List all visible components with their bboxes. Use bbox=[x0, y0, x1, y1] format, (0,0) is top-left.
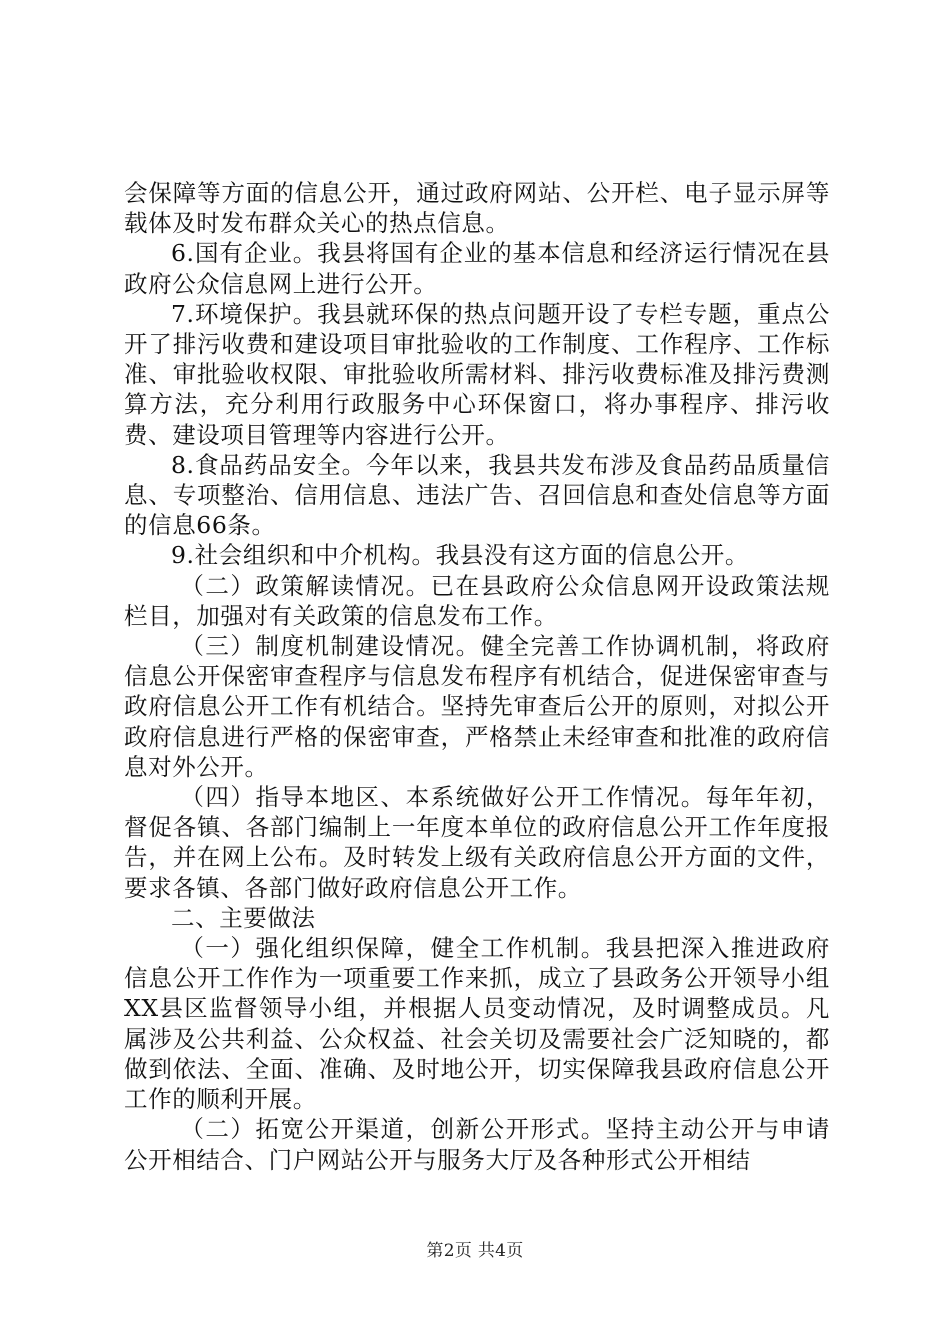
page-number-label: 第2页 共4页 bbox=[426, 1241, 524, 1261]
paragraph-item-8: 8.食品药品安全。今年以来，我县共发布涉及食品药品质量信息、专项整治、信用信息、违法广告、召回信息和查处信息等方面的信息66条。 bbox=[124, 450, 830, 540]
paragraph-item-6: 6.国有企业。我县将国有企业的基本信息和经济运行情况在县政府公众信息网上进行公开。 bbox=[124, 239, 830, 298]
paragraph-item-7: 7.环境保护。我县就环保的热点问题开设了专栏专题，重点公开了排污收费和建设项目审批验收的工作制度、工作程序、工作标准、审批验收权限、审批验收所需材料、排污收费标准及排污费测算方法，充分利用行政服务中心环保窗口，将办事程序、排污收费、建设项目管理等内容进行公开。 bbox=[124, 299, 830, 449]
document-body bbox=[124, 178, 830, 1175]
heading-main-practices: 二、主要做法 bbox=[171, 903, 316, 932]
page-footer bbox=[0, 1240, 950, 1262]
paragraph-section-3: （三）制度机制建设情况。健全完善工作协调机制，将政府信息公开保密审查程序与信息发布程序有机结合，促进保密审查与政府信息公开工作有机结合。坚持先审查后公开的原则，对拟公开政府信息进行严格的保密审查，严格禁止未经审查和批准的政府信息对外公开。 bbox=[124, 632, 830, 781]
paragraph-practice-1: （一）强化组织保障，健全工作机制。我县把深入推进政府信息公开工作作为一项重要工作来抓，成立了县政务公开领导小组XX县区监督领导小组，并根据人员变动情况，及时调整成员。凡属涉及公共利益、公众权益、社会关切及需要社会广泛知晓的，都做到依法、全面、准确、及时地公开，切实保障我县政府信息公开工作的顺利开展。 bbox=[124, 934, 830, 1114]
paragraph-continued: 会保障等方面的信息公开，通过政府网站、公开栏、电子显示屏等载体及时发布群众关心的热点信息。 bbox=[124, 179, 830, 238]
paragraph-section-2: （二）政策解读情况。已在县政府公众信息网开设政策法规栏目，加强对有关政策的信息发布工作。 bbox=[124, 571, 830, 630]
paragraph-item-9: 9.社会组织和中介机构。我县没有这方面的信息公开。 bbox=[171, 541, 749, 570]
paragraph-practice-2: （二）拓宽公开渠道，创新公开形式。坚持主动公开与申请公开相结合、门户网站公开与服务大厅及各种形式公开相结 bbox=[124, 1115, 830, 1174]
paragraph-section-4: （四）指导本地区、本系统做好公开工作情况。每年年初，督促各镇、各部门编制上一年度本单位的政府信息公开工作年度报告，并在网上公布。及时转发上级有关政府信息公开方面的文件，要求各镇、各部门做好政府信息公开工作。 bbox=[124, 783, 830, 902]
